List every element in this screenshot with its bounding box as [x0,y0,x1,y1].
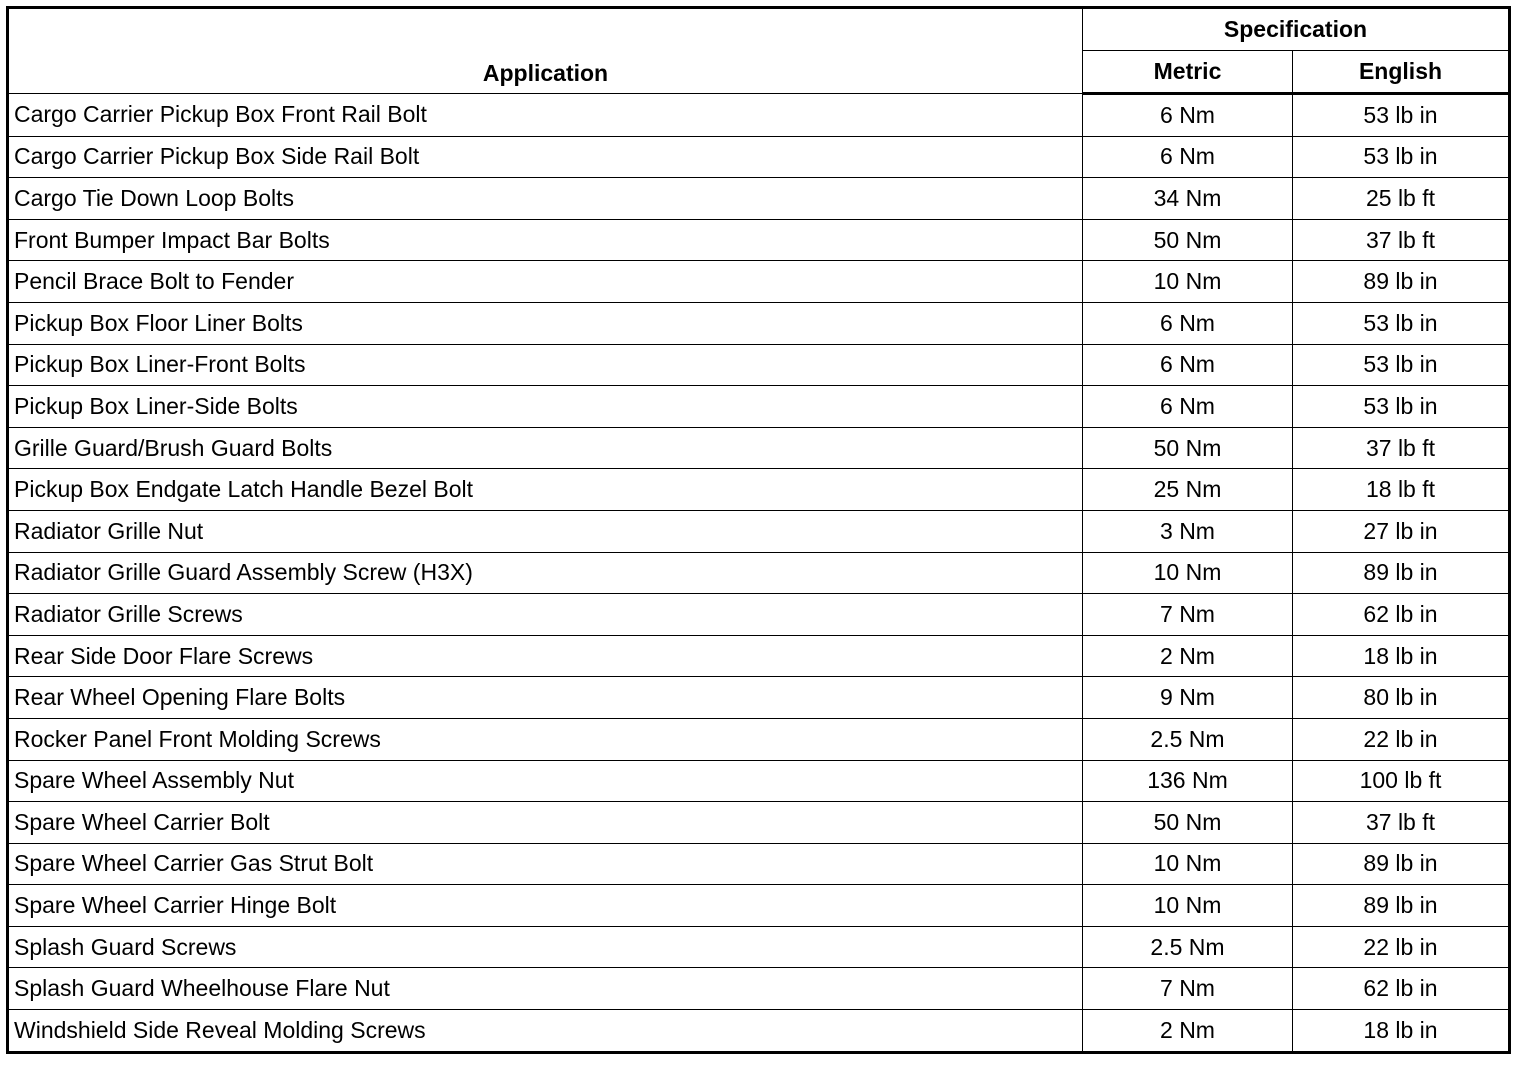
metric-cell: 7 Nm [1083,968,1293,1010]
table-row [8,718,1510,760]
table-row [8,386,1510,428]
application-cell: Radiator Grille Nut [8,510,1083,552]
english-cell: 37 lb ft [1293,427,1510,469]
english-cell: 37 lb ft [1293,802,1510,844]
metric-cell: 10 Nm [1083,261,1293,303]
metric-cell: 50 Nm [1083,427,1293,469]
metric-cell: 10 Nm [1083,552,1293,594]
metric-cell: 6 Nm [1083,302,1293,344]
english-cell: 89 lb in [1293,552,1510,594]
english-cell: 25 lb ft [1293,178,1510,220]
metric-cell: 2.5 Nm [1083,926,1293,968]
english-cell: 18 lb in [1293,635,1510,677]
english-cell: 53 lb in [1293,302,1510,344]
metric-cell: 6 Nm [1083,386,1293,428]
application-cell: Pickup Box Floor Liner Bolts [8,302,1083,344]
application-cell: Spare Wheel Carrier Gas Strut Bolt [8,843,1083,885]
table-row [8,178,1510,220]
application-cell: Splash Guard Wheelhouse Flare Nut [8,968,1083,1010]
table-row [8,344,1510,386]
metric-cell: 6 Nm [1083,136,1293,178]
english-cell: 80 lb in [1293,677,1510,719]
english-cell: 53 lb in [1293,386,1510,428]
metric-cell: 2 Nm [1083,635,1293,677]
metric-cell: 9 Nm [1083,677,1293,719]
metric-cell: 50 Nm [1083,219,1293,261]
application-cell: Splash Guard Screws [8,926,1083,968]
application-column-header: Application [8,8,1083,94]
application-cell: Radiator Grille Guard Assembly Screw (H3X) [8,552,1083,594]
table-row [8,968,1510,1010]
application-cell: Rear Side Door Flare Screws [8,635,1083,677]
application-cell: Pickup Box Liner-Side Bolts [8,386,1083,428]
english-cell: 37 lb ft [1293,219,1510,261]
table-row [8,677,1510,719]
application-cell: Cargo Carrier Pickup Box Side Rail Bolt [8,136,1083,178]
english-cell: 100 lb ft [1293,760,1510,802]
table-row [8,760,1510,802]
metric-cell: 7 Nm [1083,594,1293,636]
application-cell: Spare Wheel Assembly Nut [8,760,1083,802]
application-cell: Rear Wheel Opening Flare Bolts [8,677,1083,719]
metric-cell: 3 Nm [1083,510,1293,552]
table-row [8,843,1510,885]
english-cell: 89 lb in [1293,261,1510,303]
english-cell: 89 lb in [1293,843,1510,885]
english-cell: 22 lb in [1293,926,1510,968]
metric-cell: 10 Nm [1083,843,1293,885]
table-header [8,8,1510,94]
english-cell: 53 lb in [1293,344,1510,386]
application-cell: Pencil Brace Bolt to Fender [8,261,1083,303]
metric-cell: 6 Nm [1083,344,1293,386]
application-cell: Spare Wheel Carrier Hinge Bolt [8,885,1083,927]
table-row [8,594,1510,636]
english-cell: 22 lb in [1293,718,1510,760]
table-row [8,926,1510,968]
table-row [8,469,1510,511]
english-cell: 89 lb in [1293,885,1510,927]
application-cell: Spare Wheel Carrier Bolt [8,802,1083,844]
english-cell: 62 lb in [1293,594,1510,636]
table-row [8,802,1510,844]
specification-group-header: Specification [1083,8,1510,51]
table-row [8,1010,1510,1053]
application-cell: Cargo Carrier Pickup Box Front Rail Bolt [8,94,1083,137]
metric-cell: 6 Nm [1083,94,1293,137]
table-row [8,635,1510,677]
application-cell: Grille Guard/Brush Guard Bolts [8,427,1083,469]
application-cell: Windshield Side Reveal Molding Screws [8,1010,1083,1053]
application-cell: Front Bumper Impact Bar Bolts [8,219,1083,261]
english-cell: 18 lb ft [1293,469,1510,511]
table-row [8,94,1510,137]
table-row [8,885,1510,927]
table-row [8,261,1510,303]
english-cell: 18 lb in [1293,1010,1510,1053]
english-cell: 62 lb in [1293,968,1510,1010]
table-row [8,302,1510,344]
metric-column-header: Metric [1083,51,1293,94]
english-cell: 53 lb in [1293,136,1510,178]
metric-cell: 10 Nm [1083,885,1293,927]
english-cell: 53 lb in [1293,94,1510,137]
table-row [8,219,1510,261]
application-cell: Pickup Box Liner-Front Bolts [8,344,1083,386]
metric-cell: 136 Nm [1083,760,1293,802]
table-row [8,427,1510,469]
metric-cell: 2.5 Nm [1083,718,1293,760]
application-cell: Cargo Tie Down Loop Bolts [8,178,1083,220]
application-cell: Rocker Panel Front Molding Screws [8,718,1083,760]
table-body [8,94,1510,1053]
metric-cell: 2 Nm [1083,1010,1293,1053]
metric-cell: 34 Nm [1083,178,1293,220]
table-row [8,510,1510,552]
application-cell: Radiator Grille Screws [8,594,1083,636]
english-cell: 27 lb in [1293,510,1510,552]
fastener-specification-table [6,6,1511,1054]
table-row [8,552,1510,594]
application-cell: Pickup Box Endgate Latch Handle Bezel Bolt [8,469,1083,511]
metric-cell: 25 Nm [1083,469,1293,511]
table-row [8,136,1510,178]
english-column-header: English [1293,51,1510,94]
metric-cell: 50 Nm [1083,802,1293,844]
